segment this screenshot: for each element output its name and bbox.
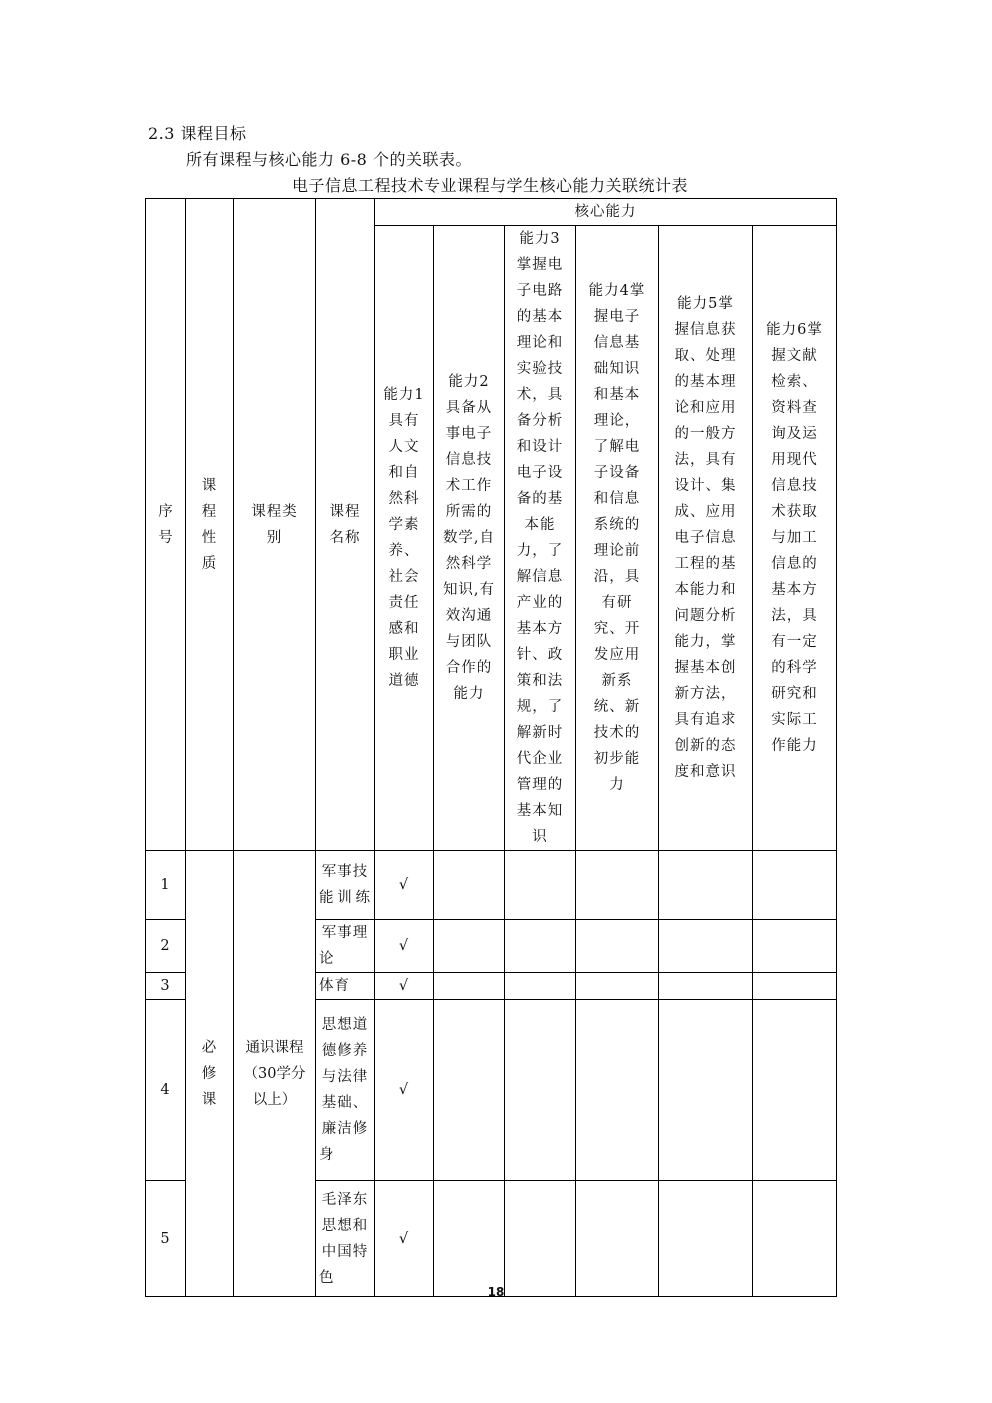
check-ability-5 [659,973,753,1000]
check-ability-5 [659,851,753,920]
check-ability-6 [753,920,837,973]
course-name: 体育 [316,973,375,1000]
row-index: 4 [146,1000,186,1181]
check-ability-4 [576,1000,659,1181]
header-nature: 课程性质 [186,199,234,851]
check-ability-5 [659,1181,753,1297]
check-ability-2 [434,1181,505,1297]
check-ability-1: √ [375,973,434,1000]
check-ability-1: √ [375,920,434,973]
header-ability-3: 能力3掌握电子电路的基本理论和实验技术，具备分析和设计电子设备的基本能力，了解信息产业的基本方针、政策和法规，了解新时代企业管理的基本知识 [505,226,576,851]
check-ability-6 [753,1000,837,1181]
header-course-name: 课程名称 [316,199,375,851]
page-number: 18 [487,1285,505,1299]
row-index: 1 [146,851,186,920]
check-ability-2 [434,1000,505,1181]
course-name: 思想道德修养与法律基础、廉洁修身 [316,1000,375,1181]
check-ability-5 [659,920,753,973]
check-ability-6 [753,851,837,920]
section-heading: 2.3 课程目标 [148,124,247,143]
check-ability-4 [576,973,659,1000]
check-ability-3 [505,1181,576,1297]
course-ability-table [145,198,837,1297]
check-ability-6 [753,1181,837,1297]
course-category: 通识课程（30学分以上） [234,851,316,1297]
table-row [146,851,837,920]
intro-paragraph: 所有课程与核心能力 6-8 个的关联表。 [186,150,472,169]
header-ability-4: 能力4掌握电子信息基础知识和基本理论，了解电子设备和信息系统的理论前沿，具有研究、开发应用新系统、新技术的初步能力 [576,226,659,851]
header-index: 序号 [146,199,186,851]
header-ability-2: 能力2具备从事电子信息技术工作所需的数学,自然科学知识,有效沟通与团队合作的能力 [434,226,505,851]
check-ability-3 [505,920,576,973]
header-core-ability: 核心能力 [375,199,837,226]
row-index: 5 [146,1181,186,1297]
check-ability-2 [434,920,505,973]
row-index: 3 [146,973,186,1000]
check-ability-4 [576,851,659,920]
check-ability-5 [659,1000,753,1181]
header-ability-1: 能力1具有人文和自然科学素养、社会责任感和职业道德 [375,226,434,851]
check-ability-2 [434,851,505,920]
check-ability-2 [434,973,505,1000]
check-ability-6 [753,973,837,1000]
course-nature: 必修课 [186,851,234,1297]
check-ability-1: √ [375,851,434,920]
course-name: 军事技能训练 [316,851,375,920]
course-name: 军事理论 [316,920,375,973]
check-ability-4 [576,920,659,973]
header-ability-5: 能力5掌握信息获取、处理的基本理论和应用的一般方法，具有设计、集成、应用电子信息工程的基本能力和问题分析能力，掌握基本创新方法，具有追求创新的态度和意识 [659,226,753,851]
check-ability-3 [505,973,576,1000]
table-title: 电子信息工程技术专业课程与学生核心能力关联统计表 [291,176,688,195]
header-ability-6: 能力6掌握文献检索、资料查询及运用现代信息技术获取与加工信息的基本方法，具有一定的科学研究和实际工作能力 [753,226,837,851]
check-ability-4 [576,1181,659,1297]
check-ability-3 [505,1000,576,1181]
check-ability-3 [505,851,576,920]
course-name: 毛泽东思想和中国特色 [316,1181,375,1297]
row-index: 2 [146,920,186,973]
header-category: 课程类别 [234,199,316,851]
check-ability-1: √ [375,1000,434,1181]
check-ability-1: √ [375,1181,434,1297]
